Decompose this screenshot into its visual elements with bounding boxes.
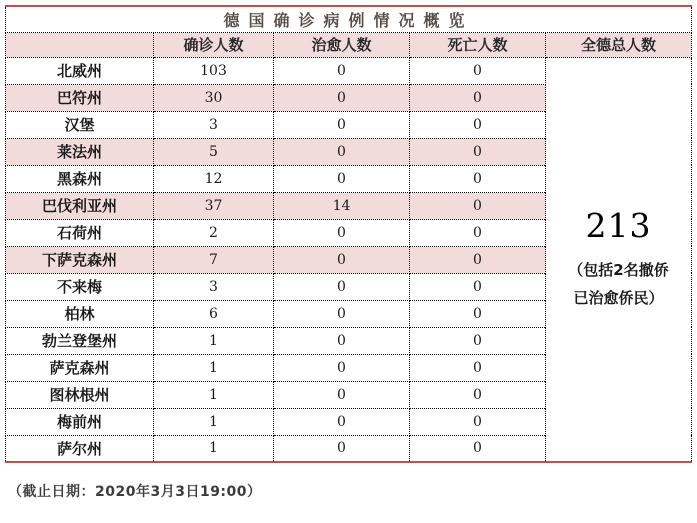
table-title: 德国确诊病例情况概览 (6, 6, 692, 32)
state-rows (6, 57, 692, 462)
confirmed-cell: 12 (154, 165, 274, 192)
confirmed-cell: 3 (154, 111, 274, 138)
confirmed-cell: 103 (154, 57, 274, 84)
state-cell: 柏林 (6, 300, 154, 327)
confirmed-cell: 7 (154, 246, 274, 273)
cured-cell: 0 (274, 57, 410, 84)
header-state (6, 32, 154, 57)
cured-cell: 0 (274, 327, 410, 354)
germany-total-cell (546, 57, 692, 462)
confirmed-cell: 1 (154, 381, 274, 408)
deaths-cell: 0 (410, 192, 546, 219)
cured-cell: 0 (274, 111, 410, 138)
state-cell: 莱法州 (6, 138, 154, 165)
state-cell: 萨尔州 (6, 435, 154, 462)
state-cell: 巴符州 (6, 84, 154, 111)
header-cured: 治愈人数 (274, 32, 410, 57)
deaths-cell: 0 (410, 273, 546, 300)
cured-cell: 0 (274, 381, 410, 408)
cured-cell: 0 (274, 84, 410, 111)
germany-cases-table (5, 5, 692, 463)
confirmed-cell: 3 (154, 273, 274, 300)
state-cell: 石荷州 (6, 219, 154, 246)
deaths-cell: 0 (410, 57, 546, 84)
cured-cell: 0 (274, 138, 410, 165)
deaths-cell: 0 (410, 354, 546, 381)
cured-cell: 0 (274, 435, 410, 462)
state-cell: 下萨克森州 (6, 246, 154, 273)
state-cell: 北威州 (6, 57, 154, 84)
germany-total-value: 213 (585, 206, 652, 245)
deaths-cell: 0 (410, 111, 546, 138)
state-cell: 勃兰登堡州 (6, 327, 154, 354)
deaths-cell: 0 (410, 84, 546, 111)
deaths-cell: 0 (410, 381, 546, 408)
confirmed-cell: 1 (154, 435, 274, 462)
state-cell: 黑森州 (6, 165, 154, 192)
deaths-cell: 0 (410, 138, 546, 165)
state-cell: 巴伐利亚州 (6, 192, 154, 219)
deaths-cell: 0 (410, 408, 546, 435)
confirmed-cell: 6 (154, 300, 274, 327)
germany-total-note: （包括2名撤侨 (568, 261, 669, 279)
deaths-cell: 0 (410, 165, 546, 192)
confirmed-cell: 37 (154, 192, 274, 219)
confirmed-cell: 1 (154, 354, 274, 381)
confirmed-cell: 30 (154, 84, 274, 111)
header-deaths: 死亡人数 (410, 32, 546, 57)
header-confirmed: 确诊人数 (154, 32, 274, 57)
cured-cell: 0 (274, 165, 410, 192)
cured-cell: 0 (274, 219, 410, 246)
confirmed-cell: 2 (154, 219, 274, 246)
confirmed-cell: 1 (154, 408, 274, 435)
germany-total-note: 已治愈侨民） (573, 288, 664, 307)
cured-cell: 0 (274, 408, 410, 435)
state-cell: 萨克森州 (6, 354, 154, 381)
state-cell: 梅前州 (6, 408, 154, 435)
state-cell: 汉堡 (6, 111, 154, 138)
cured-cell: 0 (274, 354, 410, 381)
deaths-cell: 0 (410, 246, 546, 273)
confirmed-cell: 5 (154, 138, 274, 165)
state-cell: 图林根州 (6, 381, 154, 408)
cured-cell: 14 (274, 192, 410, 219)
title-row (6, 6, 692, 32)
state-cell: 不来梅 (6, 273, 154, 300)
cured-cell: 0 (274, 300, 410, 327)
deaths-cell: 0 (410, 435, 546, 462)
cutoff-date: （截止日期：2020年3月3日19:00） (8, 484, 262, 500)
cured-cell: 0 (274, 273, 410, 300)
header-row (6, 32, 692, 57)
deaths-cell: 0 (410, 219, 546, 246)
header-germany-total: 全德总人数 (546, 32, 692, 57)
deaths-cell: 0 (410, 300, 546, 327)
cured-cell: 0 (274, 246, 410, 273)
confirmed-cell: 1 (154, 327, 274, 354)
deaths-cell: 0 (410, 327, 546, 354)
table-row (6, 57, 692, 84)
